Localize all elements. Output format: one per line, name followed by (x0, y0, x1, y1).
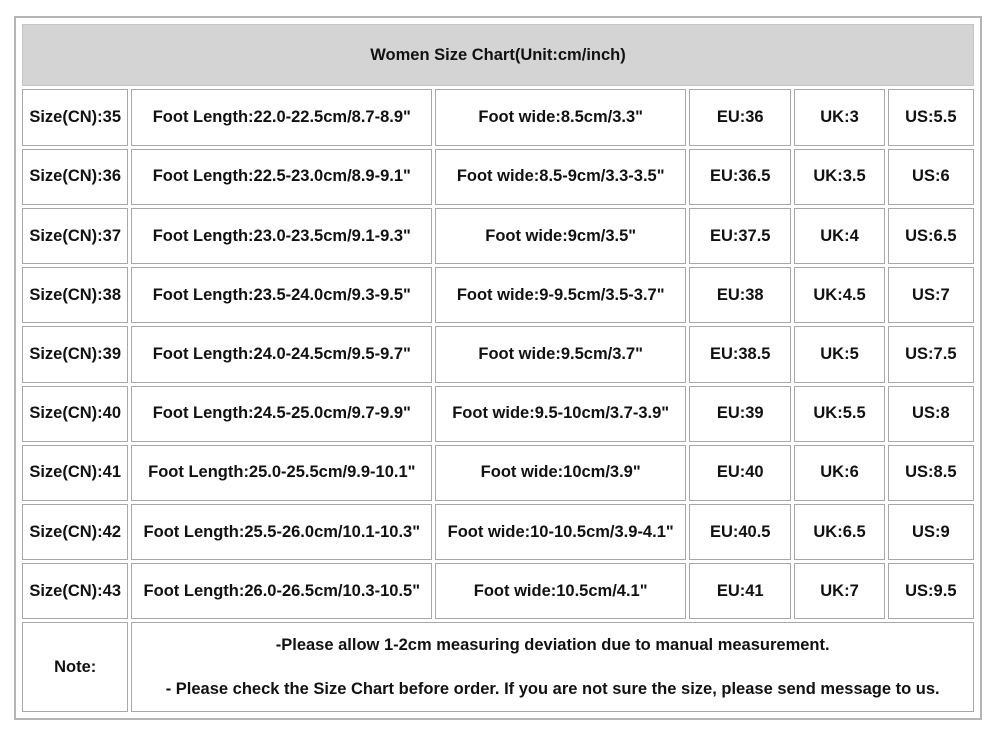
table-row (22, 208, 974, 264)
note-label: Note: (22, 622, 128, 712)
note-line-check-size: - Please check the Size Chart before order. If you are not sure the size, please send message to us. (165, 680, 940, 699)
foot-length-cell: Foot Length:26.0-26.5cm/10.3-10.5" (131, 563, 432, 619)
uk-size-cell: UK:6.5 (794, 504, 884, 560)
table-row (22, 326, 974, 382)
uk-size-cell: UK:4 (794, 208, 884, 264)
table-row (22, 149, 974, 205)
eu-size-cell: EU:36.5 (689, 149, 791, 205)
us-size-cell: US:6 (888, 149, 974, 205)
table-row (22, 563, 974, 619)
foot-length-cell: Foot Length:24.0-24.5cm/9.5-9.7" (131, 326, 432, 382)
table-row (22, 89, 974, 145)
foot-wide-cell: Foot wide:9-9.5cm/3.5-3.7" (435, 267, 686, 323)
us-size-cell: US:8 (888, 386, 974, 442)
foot-length-cell: Foot Length:23.0-23.5cm/9.1-9.3" (131, 208, 432, 264)
eu-size-cell: EU:40 (689, 445, 791, 501)
eu-size-cell: EU:38 (689, 267, 791, 323)
foot-wide-cell: Foot wide:9.5cm/3.7" (435, 326, 686, 382)
size-cell: Size(CN):43 (22, 563, 128, 619)
table-row (22, 504, 974, 560)
table-row (22, 386, 974, 442)
foot-length-cell: Foot Length:25.5-26.0cm/10.1-10.3" (131, 504, 432, 560)
table-row (22, 267, 974, 323)
foot-length-cell: Foot Length:25.0-25.5cm/9.9-10.1" (131, 445, 432, 501)
us-size-cell: US:9 (888, 504, 974, 560)
size-chart-table (19, 21, 977, 715)
uk-size-cell: UK:4.5 (794, 267, 884, 323)
foot-length-cell: Foot Length:22.5-23.0cm/8.9-9.1" (131, 149, 432, 205)
us-size-cell: US:8.5 (888, 445, 974, 501)
uk-size-cell: UK:3.5 (794, 149, 884, 205)
uk-size-cell: UK:5.5 (794, 386, 884, 442)
eu-size-cell: EU:38.5 (689, 326, 791, 382)
size-cell: Size(CN):42 (22, 504, 128, 560)
foot-wide-cell: Foot wide:8.5cm/3.3" (435, 89, 686, 145)
size-cell: Size(CN):37 (22, 208, 128, 264)
eu-size-cell: EU:36 (689, 89, 791, 145)
foot-length-cell: Foot Length:23.5-24.0cm/9.3-9.5" (131, 267, 432, 323)
eu-size-cell: EU:41 (689, 563, 791, 619)
foot-length-cell: Foot Length:22.0-22.5cm/8.7-8.9" (131, 89, 432, 145)
table-row (22, 445, 974, 501)
eu-size-cell: EU:37.5 (689, 208, 791, 264)
size-cell: Size(CN):36 (22, 149, 128, 205)
note-row (22, 622, 974, 712)
size-cell: Size(CN):39 (22, 326, 128, 382)
size-cell: Size(CN):41 (22, 445, 128, 501)
foot-wide-cell: Foot wide:10cm/3.9" (435, 445, 686, 501)
eu-size-cell: EU:39 (689, 386, 791, 442)
note-line-measurement: -Please allow 1-2cm measuring deviation due to manual measurement. (275, 636, 830, 655)
note-text (131, 622, 974, 712)
foot-length-cell: Foot Length:24.5-25.0cm/9.7-9.9" (131, 386, 432, 442)
uk-size-cell: UK:7 (794, 563, 884, 619)
size-cell: Size(CN):38 (22, 267, 128, 323)
foot-wide-cell: Foot wide:10-10.5cm/3.9-4.1" (435, 504, 686, 560)
size-cell: Size(CN):40 (22, 386, 128, 442)
size-chart-frame (14, 16, 982, 720)
us-size-cell: US:7.5 (888, 326, 974, 382)
uk-size-cell: UK:6 (794, 445, 884, 501)
us-size-cell: US:9.5 (888, 563, 974, 619)
uk-size-cell: UK:3 (794, 89, 884, 145)
foot-wide-cell: Foot wide:9.5-10cm/3.7-3.9" (435, 386, 686, 442)
us-size-cell: US:6.5 (888, 208, 974, 264)
foot-wide-cell: Foot wide:9cm/3.5" (435, 208, 686, 264)
eu-size-cell: EU:40.5 (689, 504, 791, 560)
size-cell: Size(CN):35 (22, 89, 128, 145)
foot-wide-cell: Foot wide:10.5cm/4.1" (435, 563, 686, 619)
uk-size-cell: UK:5 (794, 326, 884, 382)
us-size-cell: US:7 (888, 267, 974, 323)
foot-wide-cell: Foot wide:8.5-9cm/3.3-3.5" (435, 149, 686, 205)
us-size-cell: US:5.5 (888, 89, 974, 145)
chart-title: Women Size Chart(Unit:cm/inch) (22, 24, 974, 86)
